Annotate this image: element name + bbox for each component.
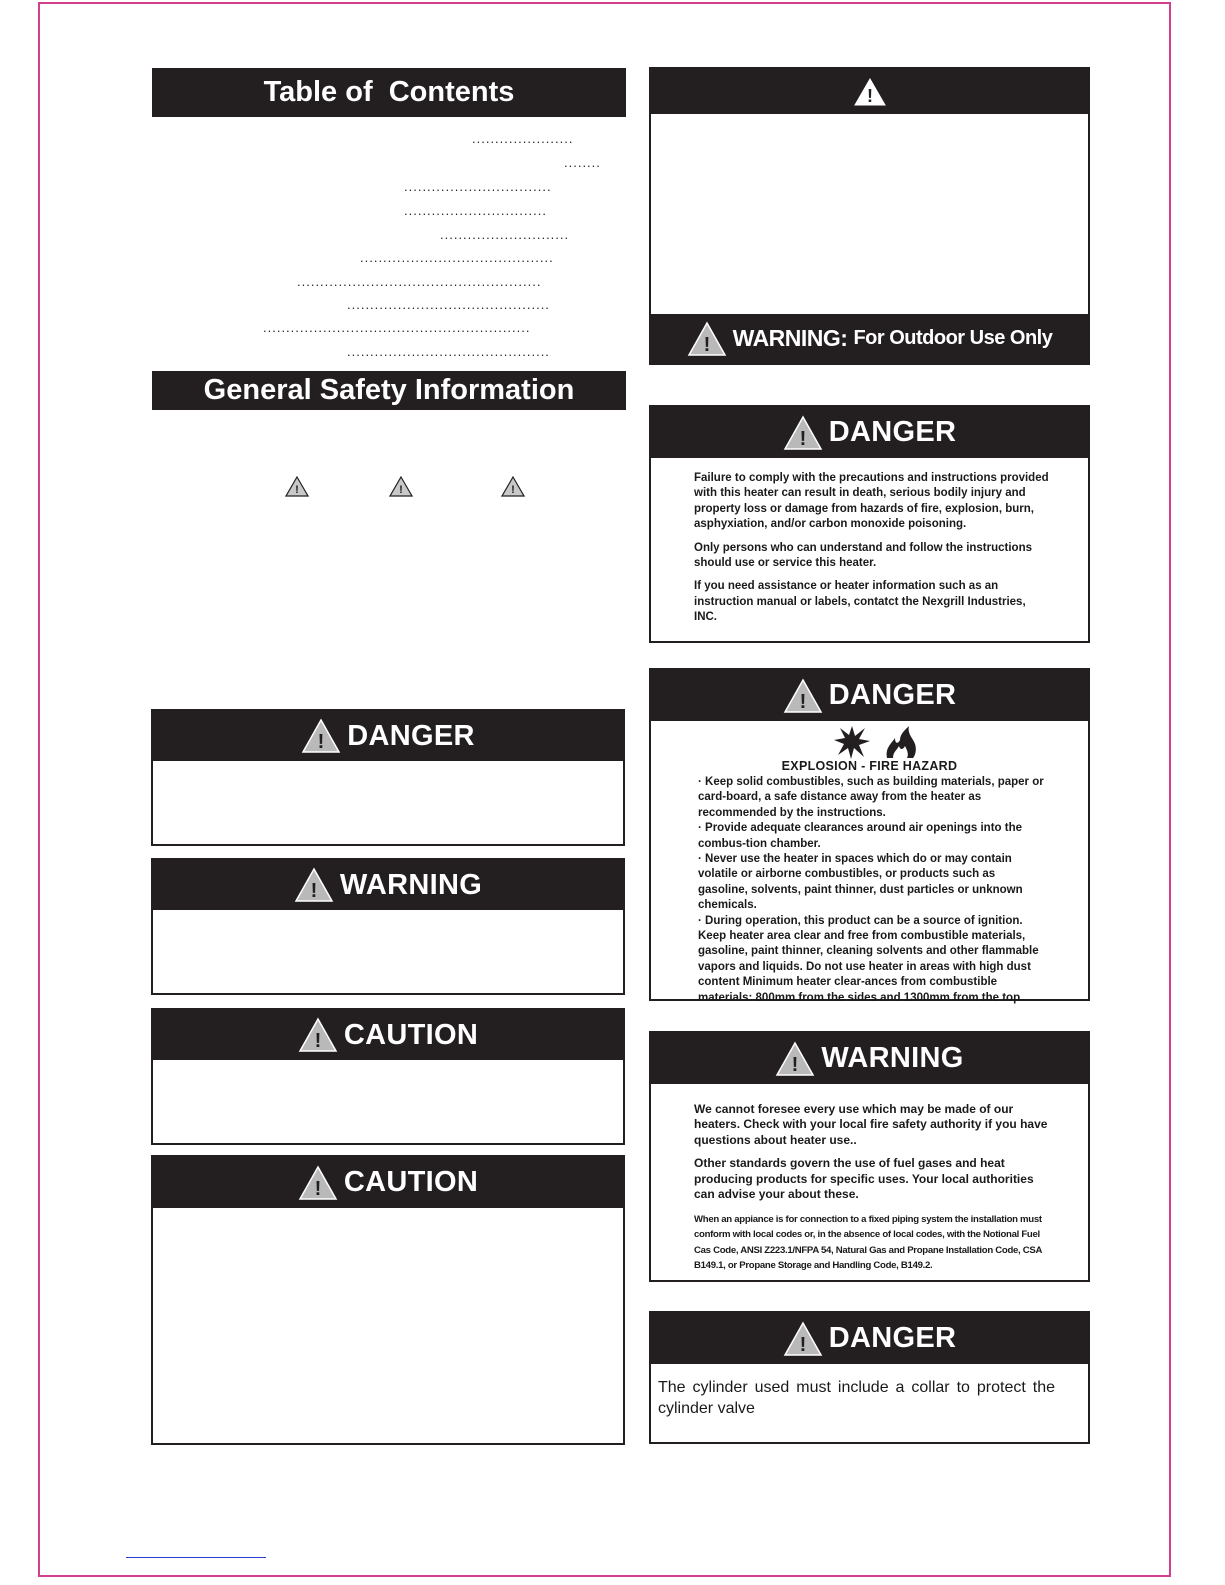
left-caution-header	[153, 1157, 623, 1208]
warning-triangle-icon	[301, 718, 341, 754]
bullet-item: · Keep solid combustibles, such as building materials, paper or card-board, a safe distance away from the heater as recommended by the instructions.	[698, 776, 1044, 819]
warning-triangle-icon	[389, 476, 413, 497]
warning-triangle-icon	[687, 321, 727, 357]
warning-triangle-icon	[298, 1017, 338, 1053]
warning-triangle-icon	[853, 77, 887, 107]
toc-leader[interactable]: ............................................	[347, 297, 550, 312]
danger-header	[651, 1313, 1088, 1364]
svg-text:!: !	[317, 731, 325, 753]
explosion-icon	[833, 724, 871, 760]
danger-box-explosion	[649, 668, 1090, 1004]
warning-header	[651, 1033, 1088, 1084]
toc-leader[interactable]: ............................	[440, 227, 570, 242]
svg-text:!: !	[703, 333, 710, 356]
danger-header	[651, 670, 1088, 721]
warning-triangle-icon	[775, 1041, 815, 1077]
warning-triangle-icon	[501, 476, 525, 497]
warning-triangle-icon	[783, 1321, 823, 1357]
paragraph: We cannot foresee every use which may be made of our heaters. Check with your local fire safety authority if you have questions about heater use..	[694, 1102, 1048, 1147]
footer-signal-word: WARNING:	[732, 325, 848, 351]
danger-body	[694, 471, 1049, 634]
fine-print: When an appiance is for connection to a fixed piping system the installation must conform with local codes or, in the absence of local codes, with the Notional Fuel Cas Code, ANSI Z223.1/NFPA 54, Natural Gas and Propane Installation Code, CSA B149.1, or Propane Storage and Handling Code, B149.2.	[694, 1214, 1042, 1272]
paragraph: If you need assistance or heater information such as an instruction manual or labels, contatct the Nexgrill Industries, INC.	[694, 580, 1026, 624]
left-caution-header	[153, 1010, 623, 1060]
hyperlink-underline[interactable]	[126, 1557, 266, 1558]
warning-triangle-icon	[285, 476, 309, 497]
danger-header	[651, 407, 1088, 458]
warning-triangle-icon	[298, 1165, 338, 1201]
left-caution-box-2	[151, 1155, 625, 1445]
paragraph: Failure to comply with the precautions and instructions provided with this heater can result in death, serious bodily injury and property loss or damage from hazards of fire, explosion, burn, asphyxiation, and/or carbon monoxide poisoning.	[694, 472, 1049, 531]
general-safety-title-bar	[152, 371, 626, 410]
warning-triangle-icon	[294, 867, 334, 903]
svg-text:!: !	[799, 427, 807, 450]
svg-text:!: !	[310, 880, 318, 902]
svg-text:!: !	[799, 1333, 807, 1356]
hazard-title: EXPLOSION - FIRE HAZARD	[781, 759, 958, 773]
warning-triangle-icon	[783, 678, 823, 714]
signal-word: WARNING	[339, 868, 483, 901]
toc-leader[interactable]: ............................................	[347, 344, 550, 359]
bullet-item: · Never use the heater in spaces which do or may contain volatile or airborne combustibles, or products such as gasoline, solvents, paint thinner, dust particles or unknown chemicals.	[698, 853, 1023, 912]
signal-word: CAUTION	[343, 1166, 479, 1198]
toc-leader[interactable]: .....................................................	[297, 274, 542, 289]
svg-text:!: !	[792, 1053, 799, 1076]
svg-text:!: !	[511, 484, 515, 496]
svg-text:!: !	[314, 1030, 322, 1052]
outdoor-warning-footer	[651, 314, 1088, 363]
hazard-bullets	[698, 775, 1046, 1006]
general-safety-title: General Safety Information	[203, 374, 575, 406]
toc-title: Table of Contents	[263, 76, 515, 108]
bullet-item: · During operation, this product can be a source of ignition. Keep heater area clear and free from combustible materials, gasoline, paint thinner, cleaning solvents and other flammable vapors and liquids. Do not use heater in areas with high dust content Minimum heater clear-ances from combustible materials: 800mm from the sides and 1300mm from the top.	[698, 914, 1039, 1004]
left-danger-box	[151, 709, 625, 846]
svg-text:!: !	[866, 85, 873, 106]
toc-leader[interactable]: ........	[564, 155, 601, 170]
danger-box-compliance	[649, 405, 1090, 643]
left-warning-box	[151, 858, 625, 995]
paragraph: Other standards govern the use of fuel gases and heat producing products for specific uses. Your local authorities can advise your about these.	[694, 1156, 1034, 1202]
toc-leader[interactable]: ......................	[472, 131, 574, 146]
warning-box-use	[649, 1031, 1090, 1282]
toc-title-bar	[152, 68, 626, 117]
fire-icon	[883, 724, 919, 760]
paragraph: Only persons who can understand and follow the instructions should use or service this heater.	[694, 541, 1033, 570]
signal-word: DANGER	[828, 416, 957, 448]
toc-leader[interactable]: ..........................................................	[263, 320, 531, 335]
cylinder-text: The cylinder used must include a collar to protect the cylinder valve	[658, 1379, 1055, 1417]
svg-text:!: !	[799, 690, 807, 713]
signal-word: DANGER	[828, 1322, 957, 1354]
toc-leader[interactable]: ................................	[404, 179, 552, 194]
warning-triangle-icon	[783, 415, 823, 451]
signal-word: WARNING	[821, 1042, 964, 1074]
svg-text:!: !	[399, 484, 403, 496]
outdoor-warning-box	[649, 67, 1090, 365]
toc-leader[interactable]: ..........................................	[360, 250, 554, 265]
warning-body	[694, 1102, 1052, 1210]
danger-box-cylinder	[649, 1311, 1090, 1444]
svg-text:!: !	[314, 1177, 322, 1200]
left-warning-header	[153, 860, 623, 910]
bullet-item: · Provide adequate clearances around air openings into the combus-tion chamber.	[698, 822, 1022, 850]
svg-text:!: !	[295, 484, 299, 496]
signal-word: DANGER	[828, 679, 957, 711]
toc-leader[interactable]: ...............................	[404, 203, 547, 218]
left-danger-header	[153, 711, 623, 761]
footer-text: For Outdoor Use Only	[853, 327, 1053, 349]
signal-word: CAUTION	[343, 1018, 479, 1051]
left-caution-box-1	[151, 1008, 625, 1145]
outdoor-warning-header	[651, 69, 1088, 114]
signal-word: DANGER	[347, 719, 475, 752]
